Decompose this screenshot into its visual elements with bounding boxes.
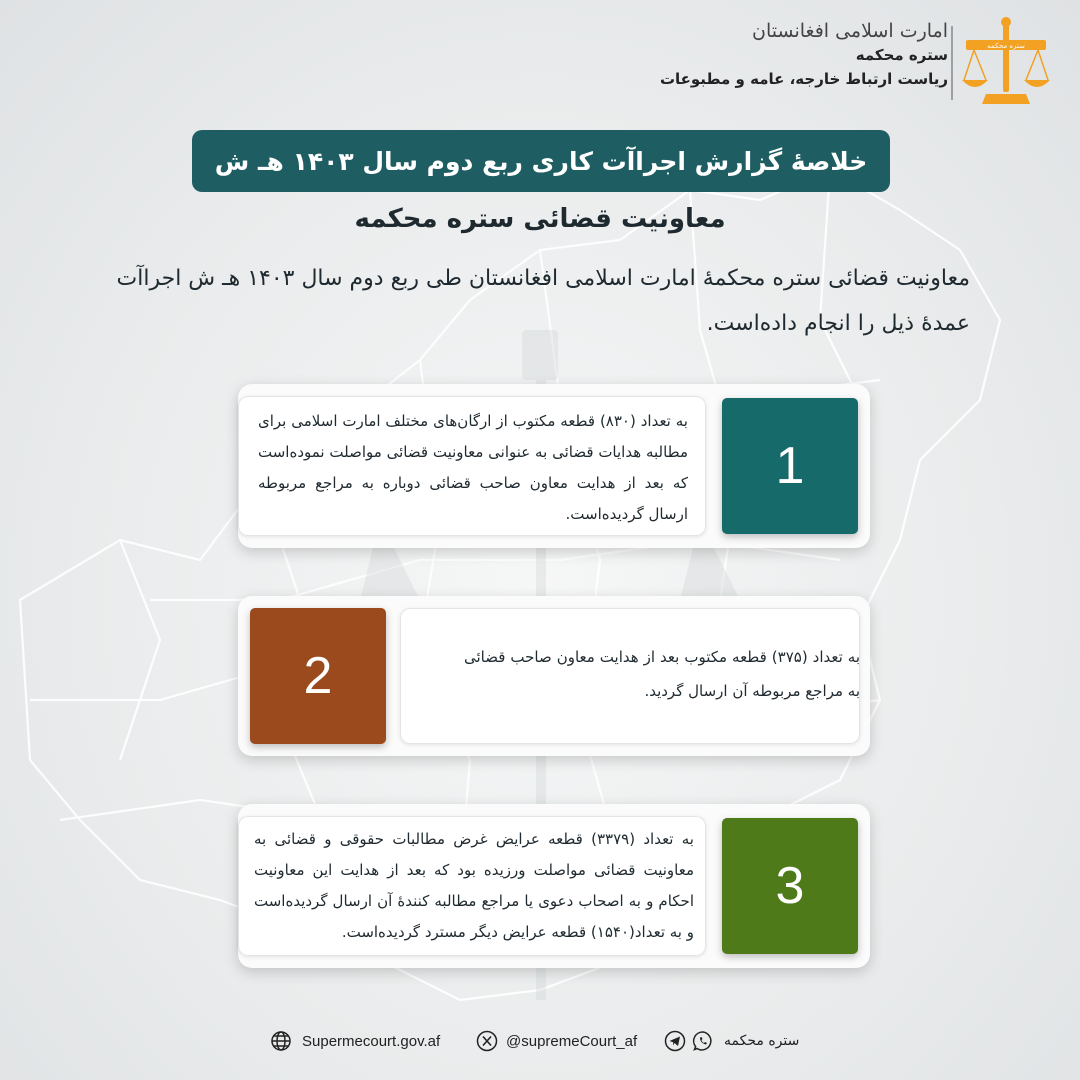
report-item-card-2 — [238, 596, 870, 756]
report-item-text: به تعداد (۳۳۷۹) قطعه عرایض غرض مطالبات حقوقی و قضائی به معاونیت قضائی مواصلت ورزیده بود که بعد از هدایت این معاونیت احکام و به اصحاب دعوی یا مراجع مطالبه کنندۀ آن ارسال گردیده‌است و به تعداد(۱۵۴۰) قطعه عرایض دیگر مسترد گردیده‌است. — [254, 830, 694, 941]
telegram-icon — [664, 1030, 686, 1052]
x-handle-text: @supremeCourt_af — [506, 1032, 638, 1050]
item-number-badge: 3 — [722, 818, 858, 954]
social-name-text: ستره محکمه — [724, 1033, 800, 1049]
social-accounts[interactable] — [664, 1030, 799, 1052]
header-divider — [951, 26, 953, 100]
report-item-card-3 — [238, 804, 870, 968]
footer — [0, 1026, 1080, 1058]
x-account-link[interactable] — [476, 1030, 637, 1052]
logo-label: ستره محکمه — [987, 42, 1025, 50]
item-number-badge: 2 — [250, 608, 386, 744]
website-link[interactable] — [270, 1030, 440, 1052]
item-number-badge: 1 — [722, 398, 858, 534]
globe-icon — [270, 1030, 292, 1052]
whatsapp-icon — [692, 1030, 714, 1052]
organization-header — [628, 20, 948, 88]
organization-name: ستره محکمه — [855, 46, 948, 64]
x-twitter-icon — [476, 1030, 498, 1052]
report-item-text: به تعداد (۳۷۵) قطعه مکتوب بعد از هدایت معاون صاحب قضائی به مراجع مربوطه آن ارسال گردید. — [464, 648, 860, 700]
scales-of-justice-logo-icon — [960, 14, 1052, 110]
intro-paragraph: معاونیت قضائی ستره محکمۀ امارت اسلامی افغانستان طی ربع دوم سال ۱۴۰۳ هـ ش اجراآت عمدۀ ذیل را انجام داده‌است. — [116, 266, 970, 336]
report-item-card-1 — [238, 384, 870, 548]
report-title: خلاصۀ گزارش اجراآت کاری ربع دوم سال ۱۴۰۳ هـ ش — [192, 130, 890, 192]
department-name: ریاست ارتباط خارجه، عامه و مطبوعات — [659, 70, 948, 88]
website-text: Supermecourt.gov.af — [302, 1032, 441, 1050]
report-item-text: به تعداد (۸۳۰) قطعه مکتوب از ارگان‌های مختلف امارت اسلامی برای مطالبه هدایات قضائی به عنوانی معاونیت قضائی مواصلت نموده‌است که بعد از هدایت معاون صاحب قضائی دوباره به مراجع مربوطه ارسال گردیده‌است. — [258, 412, 688, 523]
section-subtitle: معاونیت قضائی ستره محکمه — [354, 204, 726, 234]
emirate-calligraphy: امارت اسلامی افغانستان — [752, 20, 948, 42]
